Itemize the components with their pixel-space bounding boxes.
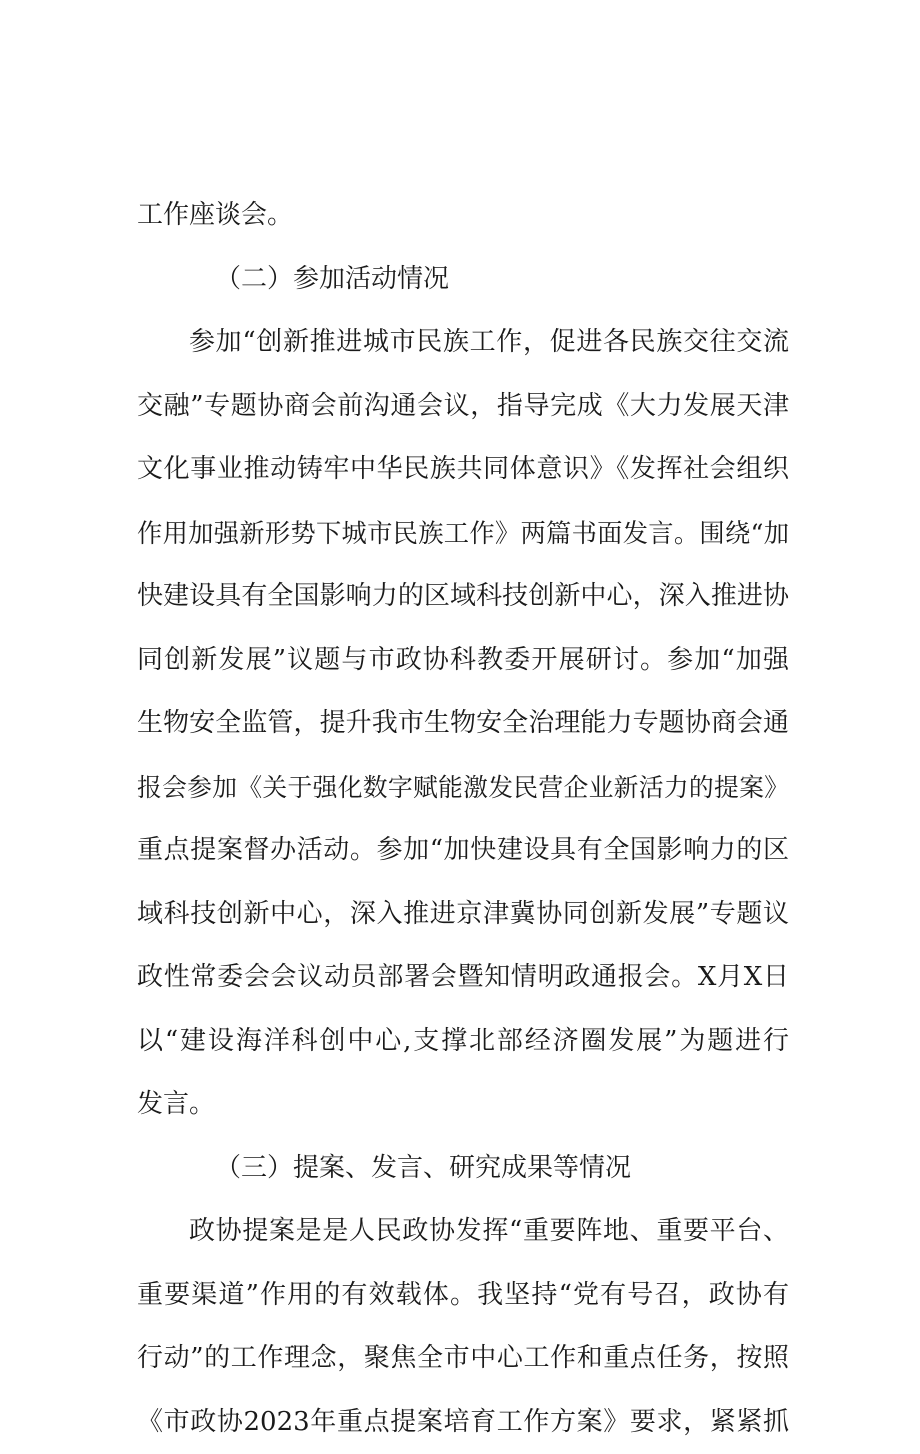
paragraph-line-first: 政协提案是是人民政协发挥“重要阵地、重要平台、: [137, 1200, 789, 1264]
paragraph-line: 行动”的工作理念，聚焦全市中心工作和重点任务，按照: [137, 1327, 789, 1391]
paragraph-line: 政性常委会会议动员部署会暨知情明政通报会。X月X日: [137, 946, 789, 1010]
paragraph-line-tail: 发言。: [137, 1073, 789, 1137]
paragraph-line-first: 参加“创新推进城市民族工作，促进各民族交往交流: [137, 311, 789, 375]
paragraph-line: 生物安全监管，提升我市生物安全治理能力专题协商会通: [137, 692, 789, 756]
paragraph-line: 重要渠道”作用的有效载体。我坚持“党有号召，政协有: [137, 1264, 789, 1328]
paragraph-line: 文化事业推动铸牢中华民族共同体意识》《发挥社会组织: [137, 438, 789, 502]
paragraph-line-tail: 工作座谈会。: [137, 184, 789, 248]
paragraph-line: 报会参加《关于强化数字赋能激发民营企业新活力的提案》: [137, 756, 789, 820]
paragraph-line: 域科技创新中心，深入推进京津冀协同创新发展”专题议: [137, 883, 789, 947]
section-heading-proposals: （三）提案、发言、研究成果等情况: [137, 1137, 789, 1201]
paragraph-line: 《市政协2023年重点提案培育工作方案》要求，紧紧抓: [137, 1391, 789, 1454]
paragraph-line: 同创新发展”议题与市政协科教委开展研讨。参加“加强: [137, 629, 789, 693]
paragraph-line: 以“建设海洋科创中心,支撑北部经济圈发展”为题进行: [137, 1010, 789, 1074]
document-body: [137, 184, 789, 1454]
paragraph-line: 作用加强新形势下城市民族工作》两篇书面发言。围绕“加: [137, 502, 789, 566]
section-heading-activities: （二）参加活动情况: [137, 248, 789, 312]
paragraph-line: 交融”专题协商会前沟通会议，指导完成《大力发展天津: [137, 375, 789, 439]
paragraph-line: 快建设具有全国影响力的区域科技创新中心，深入推进协: [137, 565, 789, 629]
paragraph-line: 重点提案督办活动。参加“加快建设具有全国影响力的区: [137, 819, 789, 883]
